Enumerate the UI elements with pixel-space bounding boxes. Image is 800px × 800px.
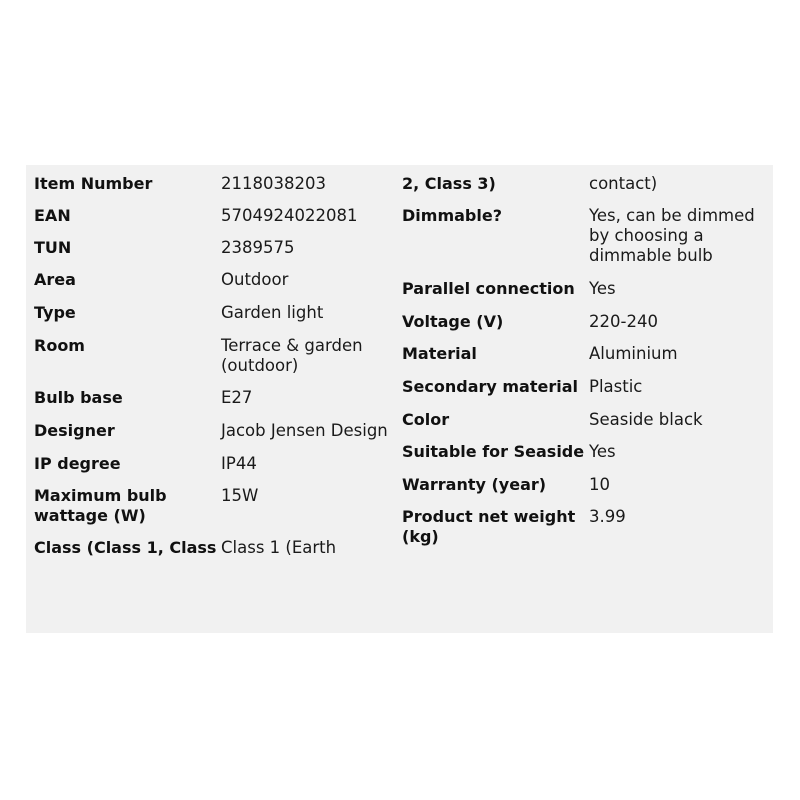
spec-row-tun: [34, 237, 402, 269]
spec-value: Class 1 (Earth: [221, 538, 337, 557]
spec-value: Terrace & garden (outdoor): [221, 336, 363, 375]
spec-value: Plastic: [589, 377, 643, 396]
spec-row-suitable-for-seaside: [402, 441, 770, 474]
spec-label: Type: [34, 303, 76, 322]
spec-row-room: [34, 335, 402, 387]
spec-label: EAN: [34, 206, 71, 225]
spec-label: Material: [402, 344, 477, 363]
spec-row-item-number: [34, 173, 402, 205]
spec-label: Dimmable?: [402, 206, 502, 225]
spec-column-right: [402, 173, 770, 558]
spec-row-max-bulb-wattage: [34, 485, 402, 537]
spec-value: Outdoor: [221, 270, 289, 289]
spec-value: contact): [589, 174, 658, 193]
spec-row-voltage: [402, 311, 770, 343]
spec-row-ean: [34, 205, 402, 237]
spec-label: Bulb base: [34, 388, 123, 407]
spec-value: Yes: [589, 279, 616, 298]
spec-label: Product net weight (kg): [402, 507, 576, 546]
spec-value: 5704924022081: [221, 206, 358, 225]
spec-label: Secondary material: [402, 377, 579, 396]
spec-label: IP degree: [34, 454, 121, 473]
spec-row-secondary-material: [402, 376, 770, 409]
spec-label: Voltage (V): [402, 312, 504, 331]
spec-value: 220-240: [589, 312, 658, 331]
spec-value: Yes: [589, 442, 616, 461]
spec-label: Class (Class 1, Class: [34, 538, 217, 557]
spec-value: Jacob Jensen Design: [221, 421, 388, 440]
spec-row-dimmable: [402, 205, 770, 278]
spec-value: 3.99: [589, 507, 626, 526]
spec-row-area: [34, 269, 402, 302]
spec-value: 10: [589, 475, 610, 494]
spec-label: Room: [34, 336, 85, 355]
spec-value: Seaside black: [589, 410, 703, 429]
spec-label: Maximum bulb wattage (W): [34, 486, 167, 525]
spec-label: TUN: [34, 238, 72, 257]
spec-label: Color: [402, 410, 450, 429]
spec-row-parallel-connection: [402, 278, 770, 311]
spec-row-material: [402, 343, 770, 376]
spec-label: Parallel connection: [402, 279, 575, 298]
spec-panel: [26, 165, 773, 633]
spec-label: Area: [34, 270, 76, 289]
spec-row-bulb-base: [34, 387, 402, 420]
spec-value: 2118038203: [221, 174, 326, 193]
spec-label: Suitable for Seaside: [402, 442, 585, 461]
spec-label: 2, Class 3): [402, 174, 496, 193]
spec-value: IP44: [221, 454, 257, 473]
spec-row-designer: [34, 420, 402, 453]
spec-value: Garden light: [221, 303, 324, 322]
spec-column-left: [34, 173, 402, 569]
spec-label: Warranty (year): [402, 475, 547, 494]
spec-label: Item Number: [34, 174, 153, 193]
spec-row-class-continued: [402, 173, 770, 205]
spec-value: Yes, can be dimmed by choosing a dimmable bulb: [589, 206, 755, 265]
spec-row-ip-degree: [34, 453, 402, 485]
spec-value: 15W: [221, 486, 259, 505]
spec-row-product-net-weight: [402, 506, 770, 558]
spec-value: 2389575: [221, 238, 295, 257]
spec-row-type: [34, 302, 402, 335]
spec-row-warranty: [402, 474, 770, 506]
spec-value: Aluminium: [589, 344, 678, 363]
spec-label: Designer: [34, 421, 115, 440]
spec-value: E27: [221, 388, 253, 407]
spec-row-class: [34, 537, 402, 569]
spec-row-color: [402, 409, 770, 441]
